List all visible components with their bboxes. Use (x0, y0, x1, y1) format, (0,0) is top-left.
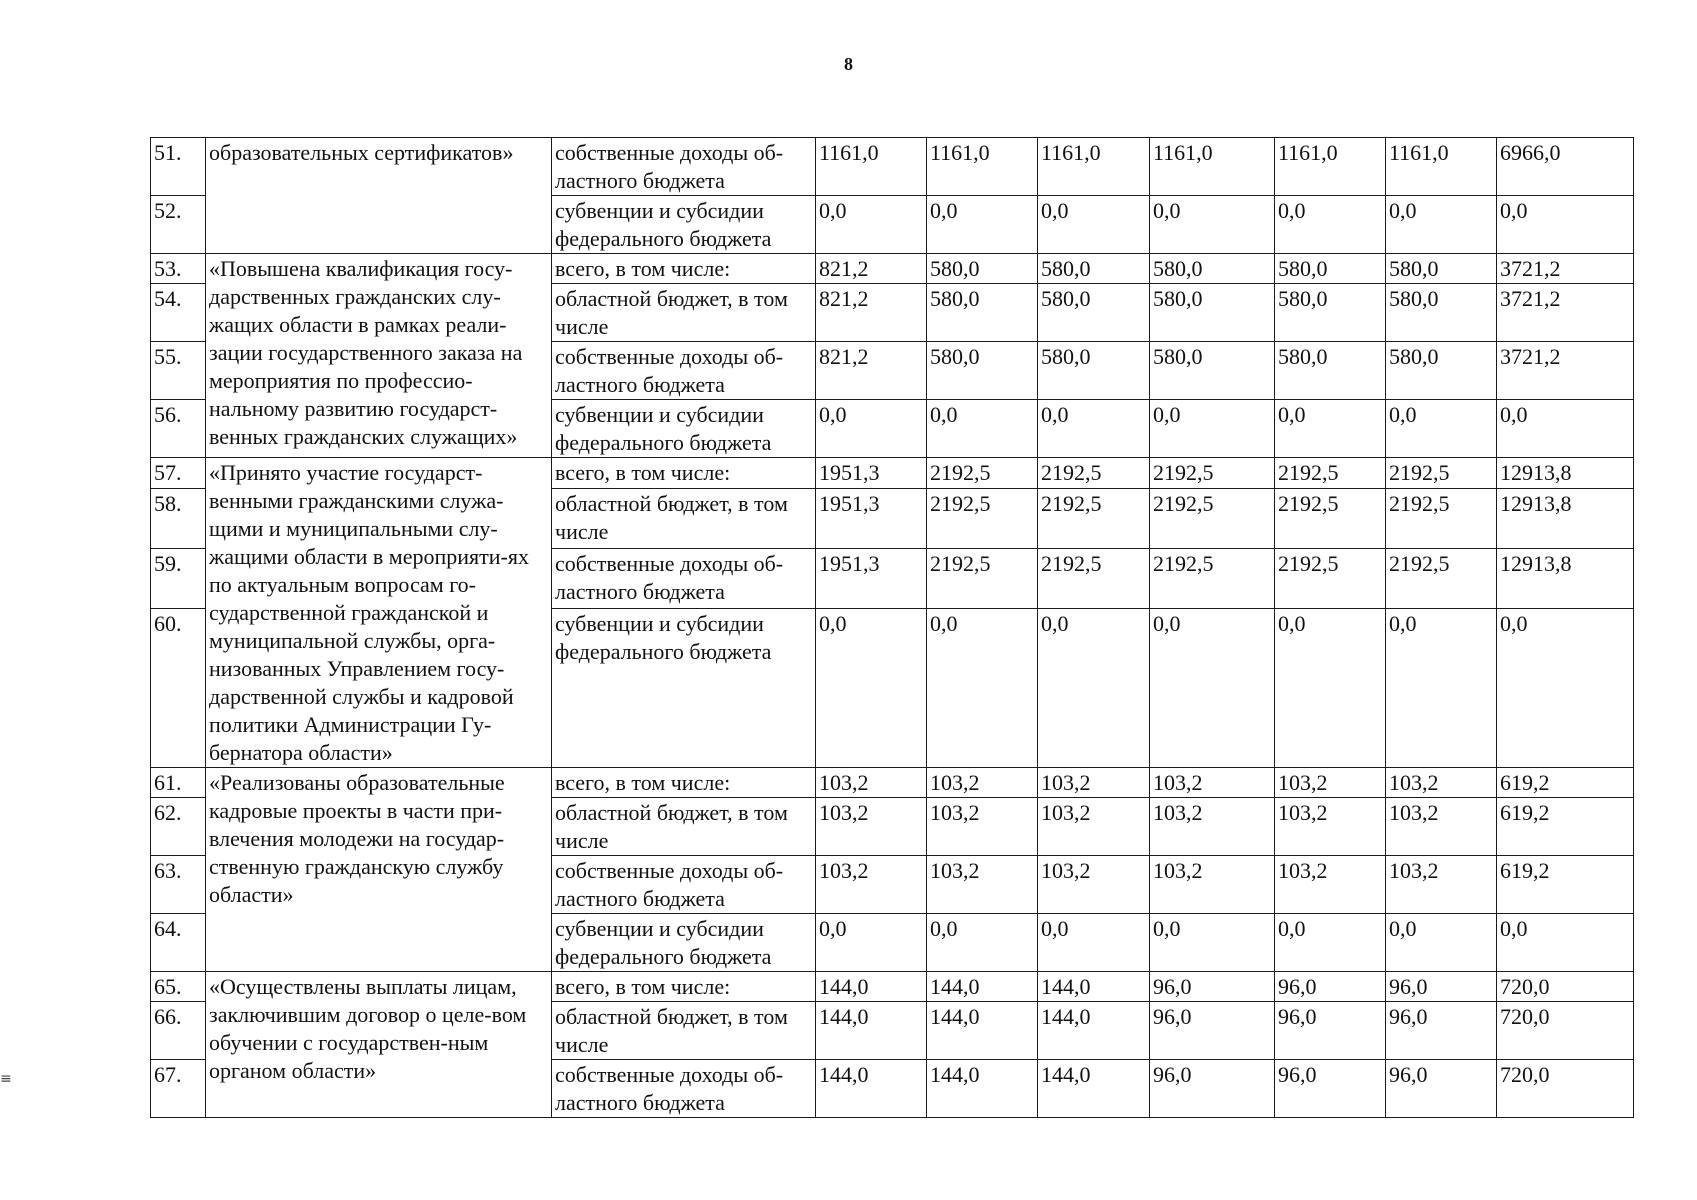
year-value-cell: 0,0 (816, 196, 927, 254)
year-value-cell: 144,0 (1038, 972, 1150, 1002)
page-number: 8 (844, 54, 853, 74)
year-value-cell: 1951,3 (816, 458, 927, 489)
total-value-cell: 720,0 (1497, 972, 1634, 1002)
total-value-cell: 0,0 (1497, 400, 1634, 458)
row-number-cell: 57. (151, 458, 206, 489)
funding-source-cell: всего, в том числе: (552, 254, 816, 284)
funding-source-cell: всего, в том числе: (552, 972, 816, 1002)
table-body (151, 138, 1634, 1118)
year-value-cell: 0,0 (1386, 400, 1497, 458)
year-value-cell: 580,0 (927, 342, 1038, 400)
total-value-cell: 0,0 (1497, 914, 1634, 972)
funding-source-cell: областной бюджет, в том числе (552, 1002, 816, 1060)
total-value-cell: 619,2 (1497, 798, 1634, 856)
year-value-cell: 103,2 (927, 768, 1038, 798)
year-value-cell: 580,0 (1038, 284, 1150, 342)
year-value-cell: 2192,5 (1386, 489, 1497, 549)
year-value-cell: 0,0 (1038, 400, 1150, 458)
row-number-cell: 55. (151, 342, 206, 400)
year-value-cell: 2192,5 (927, 489, 1038, 549)
year-value-cell: 2192,5 (1386, 549, 1497, 609)
year-value-cell: 1161,0 (1150, 138, 1275, 196)
year-value-cell: 103,2 (1038, 798, 1150, 856)
year-value-cell: 103,2 (816, 856, 927, 914)
year-value-cell: 580,0 (1275, 342, 1386, 400)
year-value-cell: 1161,0 (816, 138, 927, 196)
event-name-cell: «Реализованы образовательные кадровые проекты в части при-влечения молодежи на государ-ственную гражданскую службу области» (206, 768, 552, 972)
row-number-cell: 64. (151, 914, 206, 972)
year-value-cell: 103,2 (1150, 798, 1275, 856)
funding-source-cell: собственные доходы об-ластного бюджета (552, 342, 816, 400)
total-value-cell: 0,0 (1497, 609, 1634, 768)
year-value-cell: 0,0 (1386, 914, 1497, 972)
row-number-cell: 65. (151, 972, 206, 1002)
funding-source-cell: областной бюджет, в том числе (552, 284, 816, 342)
year-value-cell: 0,0 (1150, 609, 1275, 768)
total-value-cell: 12913,8 (1497, 458, 1634, 489)
row-number-cell: 66. (151, 1002, 206, 1060)
year-value-cell: 96,0 (1275, 972, 1386, 1002)
year-value-cell: 144,0 (1038, 1060, 1150, 1118)
year-value-cell: 580,0 (1275, 254, 1386, 284)
year-value-cell: 0,0 (1275, 400, 1386, 458)
year-value-cell: 96,0 (1275, 1060, 1386, 1118)
year-value-cell: 1161,0 (1275, 138, 1386, 196)
table-row (151, 254, 1634, 284)
total-value-cell: 12913,8 (1497, 549, 1634, 609)
event-name-cell: «Повышена квалификация госу-дарственных гражданских слу-жащих области в рамках реали-зации государственного заказа на мероприятия по профессио-нальному развитию государст-венных гражданских служащих» (206, 254, 552, 458)
year-value-cell: 2192,5 (1038, 489, 1150, 549)
year-value-cell: 103,2 (1275, 768, 1386, 798)
year-value-cell: 103,2 (1038, 768, 1150, 798)
year-value-cell: 96,0 (1275, 1002, 1386, 1060)
year-value-cell: 0,0 (927, 609, 1038, 768)
year-value-cell: 103,2 (1150, 768, 1275, 798)
year-value-cell: 96,0 (1386, 1060, 1497, 1118)
year-value-cell: 103,2 (1150, 856, 1275, 914)
total-value-cell: 12913,8 (1497, 489, 1634, 549)
year-value-cell: 103,2 (927, 798, 1038, 856)
row-number-cell: 51. (151, 138, 206, 196)
year-value-cell: 821,2 (816, 254, 927, 284)
year-value-cell: 580,0 (1386, 284, 1497, 342)
year-value-cell: 144,0 (816, 972, 927, 1002)
total-value-cell: 720,0 (1497, 1060, 1634, 1118)
year-value-cell: 1161,0 (927, 138, 1038, 196)
year-value-cell: 1161,0 (1038, 138, 1150, 196)
row-number-cell: 56. (151, 400, 206, 458)
year-value-cell: 580,0 (1038, 342, 1150, 400)
funding-source-cell: собственные доходы об-ластного бюджета (552, 549, 816, 609)
year-value-cell: 0,0 (1275, 914, 1386, 972)
year-value-cell: 96,0 (1386, 972, 1497, 1002)
year-value-cell: 2192,5 (1386, 458, 1497, 489)
row-number-cell: 58. (151, 489, 206, 549)
year-value-cell: 103,2 (1275, 798, 1386, 856)
year-value-cell: 96,0 (1150, 1060, 1275, 1118)
year-value-cell: 2192,5 (1038, 458, 1150, 489)
year-value-cell: 2192,5 (1150, 489, 1275, 549)
year-value-cell: 0,0 (927, 400, 1038, 458)
table-row (151, 458, 1634, 489)
year-value-cell: 580,0 (1386, 254, 1497, 284)
row-number-cell: 61. (151, 768, 206, 798)
year-value-cell: 580,0 (927, 284, 1038, 342)
year-value-cell: 144,0 (927, 1060, 1038, 1118)
funding-source-cell: собственные доходы об-ластного бюджета (552, 1060, 816, 1118)
year-value-cell: 144,0 (1038, 1002, 1150, 1060)
year-value-cell: 2192,5 (1275, 489, 1386, 549)
year-value-cell: 0,0 (816, 400, 927, 458)
funding-source-cell: собственные доходы об-ластного бюджета (552, 856, 816, 914)
funding-source-cell: областной бюджет, в том числе (552, 489, 816, 549)
row-number-cell: 63. (151, 856, 206, 914)
year-value-cell: 2192,5 (1150, 458, 1275, 489)
funding-source-cell: субвенции и субсидии федерального бюджета (552, 609, 816, 768)
year-value-cell: 580,0 (1038, 254, 1150, 284)
row-number-cell: 53. (151, 254, 206, 284)
year-value-cell: 0,0 (1038, 609, 1150, 768)
funding-source-cell: всего, в том числе: (552, 768, 816, 798)
table-row (151, 138, 1634, 196)
year-value-cell: 0,0 (1150, 400, 1275, 458)
row-number-cell: 60. (151, 609, 206, 768)
year-value-cell: 96,0 (1150, 972, 1275, 1002)
year-value-cell: 103,2 (1275, 856, 1386, 914)
year-value-cell: 0,0 (1275, 196, 1386, 254)
year-value-cell: 580,0 (1150, 284, 1275, 342)
budget-table (150, 137, 1634, 1118)
year-value-cell: 103,2 (816, 768, 927, 798)
total-value-cell: 0,0 (1497, 196, 1634, 254)
event-name-cell: «Осуществлены выплаты лицам, заключившим договор о целе-вом обучении с государствен-ным органом области» (206, 972, 552, 1118)
year-value-cell: 0,0 (1038, 914, 1150, 972)
row-number-cell: 52. (151, 196, 206, 254)
year-value-cell: 0,0 (927, 914, 1038, 972)
row-number-cell: 54. (151, 284, 206, 342)
year-value-cell: 96,0 (1150, 1002, 1275, 1060)
year-value-cell: 103,2 (1386, 768, 1497, 798)
funding-source-cell: субвенции и субсидии федерального бюджета (552, 400, 816, 458)
row-number-cell: 62. (151, 798, 206, 856)
year-value-cell: 144,0 (816, 1002, 927, 1060)
year-value-cell: 103,2 (1386, 856, 1497, 914)
year-value-cell: 2192,5 (927, 458, 1038, 489)
year-value-cell: 2192,5 (1275, 458, 1386, 489)
year-value-cell: 144,0 (816, 1060, 927, 1118)
year-value-cell: 0,0 (1038, 196, 1150, 254)
total-value-cell: 3721,2 (1497, 254, 1634, 284)
year-value-cell: 2192,5 (1275, 549, 1386, 609)
year-value-cell: 0,0 (927, 196, 1038, 254)
year-value-cell: 0,0 (816, 914, 927, 972)
year-value-cell: 0,0 (816, 609, 927, 768)
year-value-cell: 96,0 (1386, 1002, 1497, 1060)
year-value-cell: 0,0 (1275, 609, 1386, 768)
year-value-cell: 821,2 (816, 342, 927, 400)
year-value-cell: 103,2 (1038, 856, 1150, 914)
total-value-cell: 720,0 (1497, 1002, 1634, 1060)
year-value-cell: 580,0 (1150, 342, 1275, 400)
total-value-cell: 619,2 (1497, 768, 1634, 798)
year-value-cell: 580,0 (1275, 284, 1386, 342)
year-value-cell: 580,0 (1386, 342, 1497, 400)
year-value-cell: 821,2 (816, 284, 927, 342)
year-value-cell: 0,0 (1150, 914, 1275, 972)
funding-source-cell: всего, в том числе: (552, 458, 816, 489)
year-value-cell: 144,0 (927, 972, 1038, 1002)
total-value-cell: 3721,2 (1497, 284, 1634, 342)
total-value-cell: 619,2 (1497, 856, 1634, 914)
funding-source-cell: собственные доходы об-ластного бюджета (552, 138, 816, 196)
year-value-cell: 144,0 (927, 1002, 1038, 1060)
total-value-cell: 3721,2 (1497, 342, 1634, 400)
event-name-cell: «Принято участие государст-венными гражданскими служа-щими и муниципальными слу-жащими области в мероприяти-ях по актуальным вопросам го-сударственной гражданской и муниципальной службы, орга-низованных Управлением госу-дарственной службы и кадровой политики Администрации Гу-бернатора области» (206, 458, 552, 768)
year-value-cell: 2192,5 (1150, 549, 1275, 609)
year-value-cell: 1951,3 (816, 549, 927, 609)
row-number-cell: 59. (151, 549, 206, 609)
year-value-cell: 2192,5 (1038, 549, 1150, 609)
year-value-cell: 0,0 (1150, 196, 1275, 254)
year-value-cell: 103,2 (927, 856, 1038, 914)
total-value-cell: 6966,0 (1497, 138, 1634, 196)
year-value-cell: 1951,3 (816, 489, 927, 549)
table-row (151, 972, 1634, 1002)
edge-mark: ≡ (0, 1071, 12, 1087)
year-value-cell: 580,0 (927, 254, 1038, 284)
event-name-cell: образовательных сертификатов» (206, 138, 552, 254)
funding-source-cell: областной бюджет, в том числе (552, 798, 816, 856)
table-row (151, 768, 1634, 798)
year-value-cell: 103,2 (1386, 798, 1497, 856)
year-value-cell: 0,0 (1386, 196, 1497, 254)
year-value-cell: 0,0 (1386, 609, 1497, 768)
year-value-cell: 1161,0 (1386, 138, 1497, 196)
year-value-cell: 2192,5 (927, 549, 1038, 609)
funding-source-cell: субвенции и субсидии федерального бюджета (552, 196, 816, 254)
year-value-cell: 103,2 (816, 798, 927, 856)
year-value-cell: 580,0 (1150, 254, 1275, 284)
funding-source-cell: субвенции и субсидии федерального бюджета (552, 914, 816, 972)
row-number-cell: 67. (151, 1060, 206, 1118)
